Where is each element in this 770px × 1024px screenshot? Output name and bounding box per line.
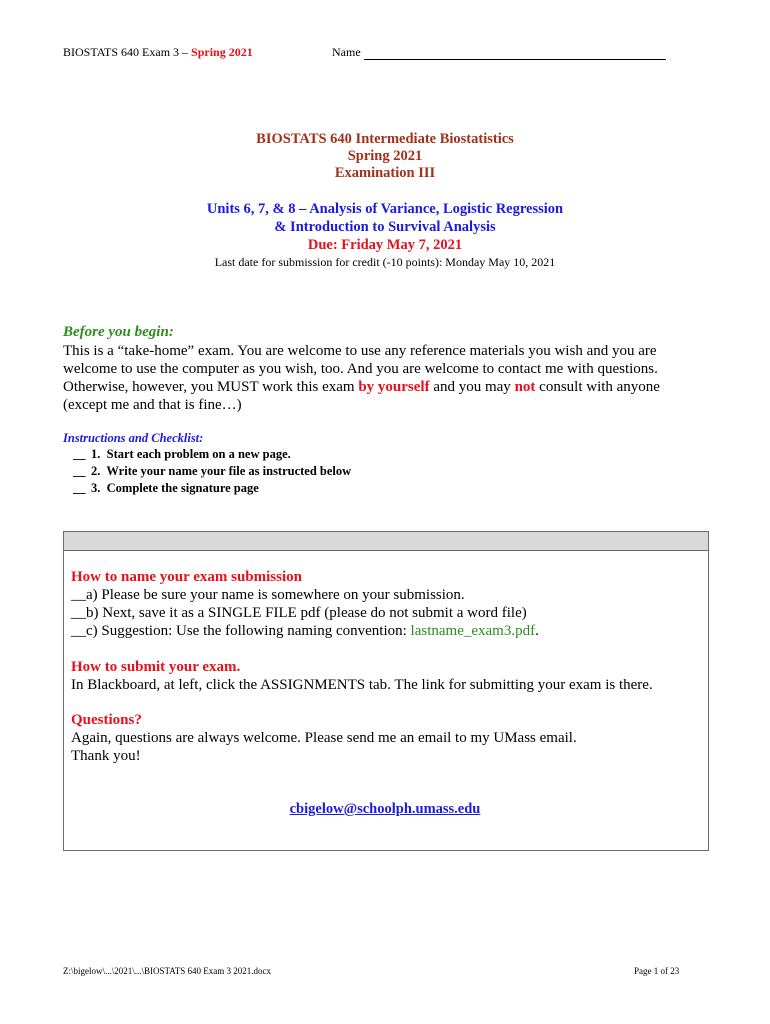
naming-step-c: __c) Suggestion: Use the following naming convention: lastname_exam3.pdf. xyxy=(71,623,539,639)
intro-emphasis-not: not xyxy=(514,379,536,395)
footer-page-number: Page 1 of 23 xyxy=(634,966,680,976)
exam-title: Examination III xyxy=(334,165,436,181)
intro-text-1: This is a “take-home” exam. You are welcome to use any reference materials you wish and you are welcome to use the computer as you wish, too. And you are welcome to contact me with questions. Otherwise, however, you MUST work this exam xyxy=(63,343,658,395)
email-link[interactable]: cbigelow@schoolph.umass.edu xyxy=(289,801,481,817)
name-label: Name xyxy=(332,45,361,59)
submit-heading: How to submit your exam. xyxy=(71,659,241,675)
instructions-heading: Instructions and Checklist: xyxy=(63,431,204,445)
box-header-band xyxy=(64,532,708,551)
term-title: Spring 2021 xyxy=(347,148,423,164)
running-header xyxy=(63,45,253,60)
naming-heading: How to name your exam submission xyxy=(71,569,302,585)
intro-text-3: consult with anyone (except me and that is fine…) xyxy=(63,379,660,413)
thank-you-text: Thank you! xyxy=(71,748,141,764)
submit-text: In Blackboard, at left, click the ASSIGNMENTS tab. The link for submitting your exam is there. xyxy=(71,677,653,693)
questions-text: Again, questions are always welcome. Please send me an email to my UMass email. xyxy=(71,730,577,746)
footer-file-path: Z:\bigelow\...\2021\...\BIOSTATS 640 Exam 3 2021.docx xyxy=(63,966,272,976)
questions-heading: Questions? xyxy=(71,712,142,728)
checklist-item: __ 1. Start each problem on a new page. xyxy=(73,447,291,461)
header-course: BIOSTATS 640 Exam 3 – xyxy=(63,45,189,59)
units-line-2: & Introduction to Survival Analysis xyxy=(274,219,496,235)
late-submission-note: Last date for submission for credit (-10 points): Monday May 10, 2021 xyxy=(214,255,556,269)
units-line-1: Units 6, 7, & 8 – Analysis of Variance, Logistic Regression xyxy=(206,201,564,217)
intro-paragraph xyxy=(63,342,683,414)
naming-example: lastname_exam3.pdf xyxy=(410,623,536,639)
name-field xyxy=(332,45,666,60)
before-begin-heading: Before you begin: xyxy=(63,324,174,340)
checklist-item: __ 2. Write your name your file as instructed below xyxy=(73,464,352,478)
intro-text-2: and you may xyxy=(429,379,515,395)
due-date: Due: Friday May 7, 2021 xyxy=(307,237,463,253)
intro-emphasis-yourself: by yourself xyxy=(358,379,430,395)
naming-step-a: __a) Please be sure your name is somewhere on your submission. xyxy=(71,587,465,603)
naming-step-b: __b) Next, save it as a SINGLE FILE pdf (please do not submit a word file) xyxy=(71,605,527,621)
name-blank-line xyxy=(364,47,666,60)
checklist-item: __ 3. Complete the signature page xyxy=(73,481,259,495)
header-term: Spring 2021 xyxy=(191,45,253,59)
course-title: BIOSTATS 640 Intermediate Biostatistics xyxy=(256,131,514,147)
